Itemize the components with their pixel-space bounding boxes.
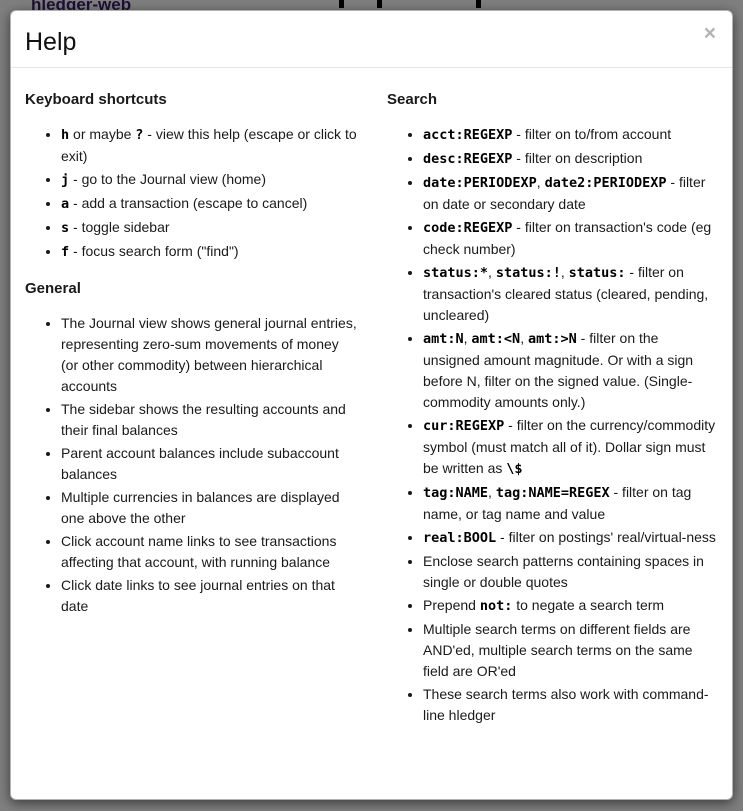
list-item: • j - go to the Journal view (home) bbox=[61, 169, 357, 191]
list-item: • tag:NAME, tag:NAME=REGEX - filter on tag name, or tag name and value bbox=[423, 482, 719, 525]
modal-title: Help bbox=[25, 28, 77, 56]
close-icon[interactable]: × bbox=[703, 22, 716, 45]
list-item: • Click account name links to see transactions affecting that account, with running balance bbox=[61, 531, 357, 573]
code-term: real:BOOL bbox=[423, 530, 497, 546]
list-item: • acct:REGEXP - filter on to/from account bbox=[423, 124, 719, 146]
list-item: • date:PERIODEXP, date2:PERIODEXP - filter on date or secondary date bbox=[423, 172, 719, 215]
code-term: not: bbox=[479, 598, 513, 614]
code-term: h bbox=[61, 127, 70, 143]
list-item: • The sidebar shows the resulting accounts and their final balances bbox=[61, 399, 357, 441]
help-column-right bbox=[387, 74, 719, 738]
list-item: • cur:REGEXP - filter on the currency/commodity symbol (must match all of it). Dollar sign must be written as \$ bbox=[423, 415, 719, 480]
code-term: date2:PERIODEXP bbox=[544, 175, 667, 191]
code-term: status:! bbox=[495, 265, 561, 281]
code-term: status:* bbox=[423, 265, 489, 281]
code-term: f bbox=[61, 244, 70, 260]
section-heading: Keyboard shortcuts bbox=[25, 91, 167, 108]
list-item: • real:BOOL - filter on postings' real/virtual-ness bbox=[423, 527, 719, 549]
help-column-left bbox=[25, 74, 357, 738]
list-item: • These search terms also work with command-line hledger bbox=[423, 684, 719, 726]
help-list bbox=[25, 313, 357, 617]
section-heading: General bbox=[25, 280, 81, 297]
list-item: • Parent account balances include subaccount balances bbox=[61, 443, 357, 485]
code-term: a bbox=[61, 196, 70, 212]
list-item: • Multiple currencies in balances are displayed one above the other bbox=[61, 487, 357, 529]
section-heading: Search bbox=[387, 91, 438, 108]
code-term: date:PERIODEXP bbox=[423, 175, 537, 191]
list-item: • Prepend not: to negate a search term bbox=[423, 595, 719, 617]
help-list bbox=[387, 124, 719, 726]
list-item: • s - toggle sidebar bbox=[61, 217, 357, 239]
list-item: • h or maybe ? - view this help (escape or click to exit) bbox=[61, 124, 357, 167]
list-item: • a - add a transaction (escape to cancel) bbox=[61, 193, 357, 215]
list-item: • The Journal view shows general journal entries, representing zero-sum movements of money (or other commodity) between hierarchical accounts bbox=[61, 313, 357, 397]
help-list bbox=[25, 124, 357, 263]
list-item: • f - focus search form ("find") bbox=[61, 241, 357, 263]
code-term: amt:<N bbox=[471, 331, 521, 347]
code-term: cur:REGEXP bbox=[423, 418, 505, 434]
modal-body bbox=[11, 68, 732, 758]
code-term: acct:REGEXP bbox=[423, 127, 513, 143]
code-term: desc:REGEXP bbox=[423, 151, 513, 167]
code-term: code:REGEXP bbox=[423, 220, 513, 236]
list-item: • Multiple search terms on different fields are AND'ed, multiple search terms on the same field are OR'ed bbox=[423, 619, 719, 682]
code-term: amt:N bbox=[423, 331, 464, 347]
help-modal bbox=[10, 10, 733, 800]
list-item: • Click date links to see journal entries on that date bbox=[61, 575, 357, 617]
code-term: amt:>N bbox=[527, 331, 577, 347]
list-item: • code:REGEXP - filter on transaction's code (eg check number) bbox=[423, 217, 719, 260]
code-term: \$ bbox=[506, 461, 523, 477]
modal-header bbox=[11, 11, 732, 68]
code-term: status: bbox=[568, 265, 626, 281]
list-item: • Enclose search patterns containing spaces in single or double quotes bbox=[423, 551, 719, 593]
code-term: s bbox=[61, 220, 70, 236]
list-item: • status:*, status:!, status: - filter on transaction's cleared status (cleared, pending, uncleared) bbox=[423, 262, 719, 326]
list-item: • desc:REGEXP - filter on description bbox=[423, 148, 719, 170]
code-term: tag:NAME bbox=[423, 485, 489, 501]
code-term: ? bbox=[135, 127, 144, 143]
list-item: • amt:N, amt:<N, amt:>N - filter on the unsigned amount magnitude. Or with a sign before N, filter on the signed value. (Single-commodity amounts only.) bbox=[423, 328, 719, 413]
code-term: tag:NAME=REGEX bbox=[495, 485, 610, 501]
code-term: j bbox=[61, 172, 70, 188]
